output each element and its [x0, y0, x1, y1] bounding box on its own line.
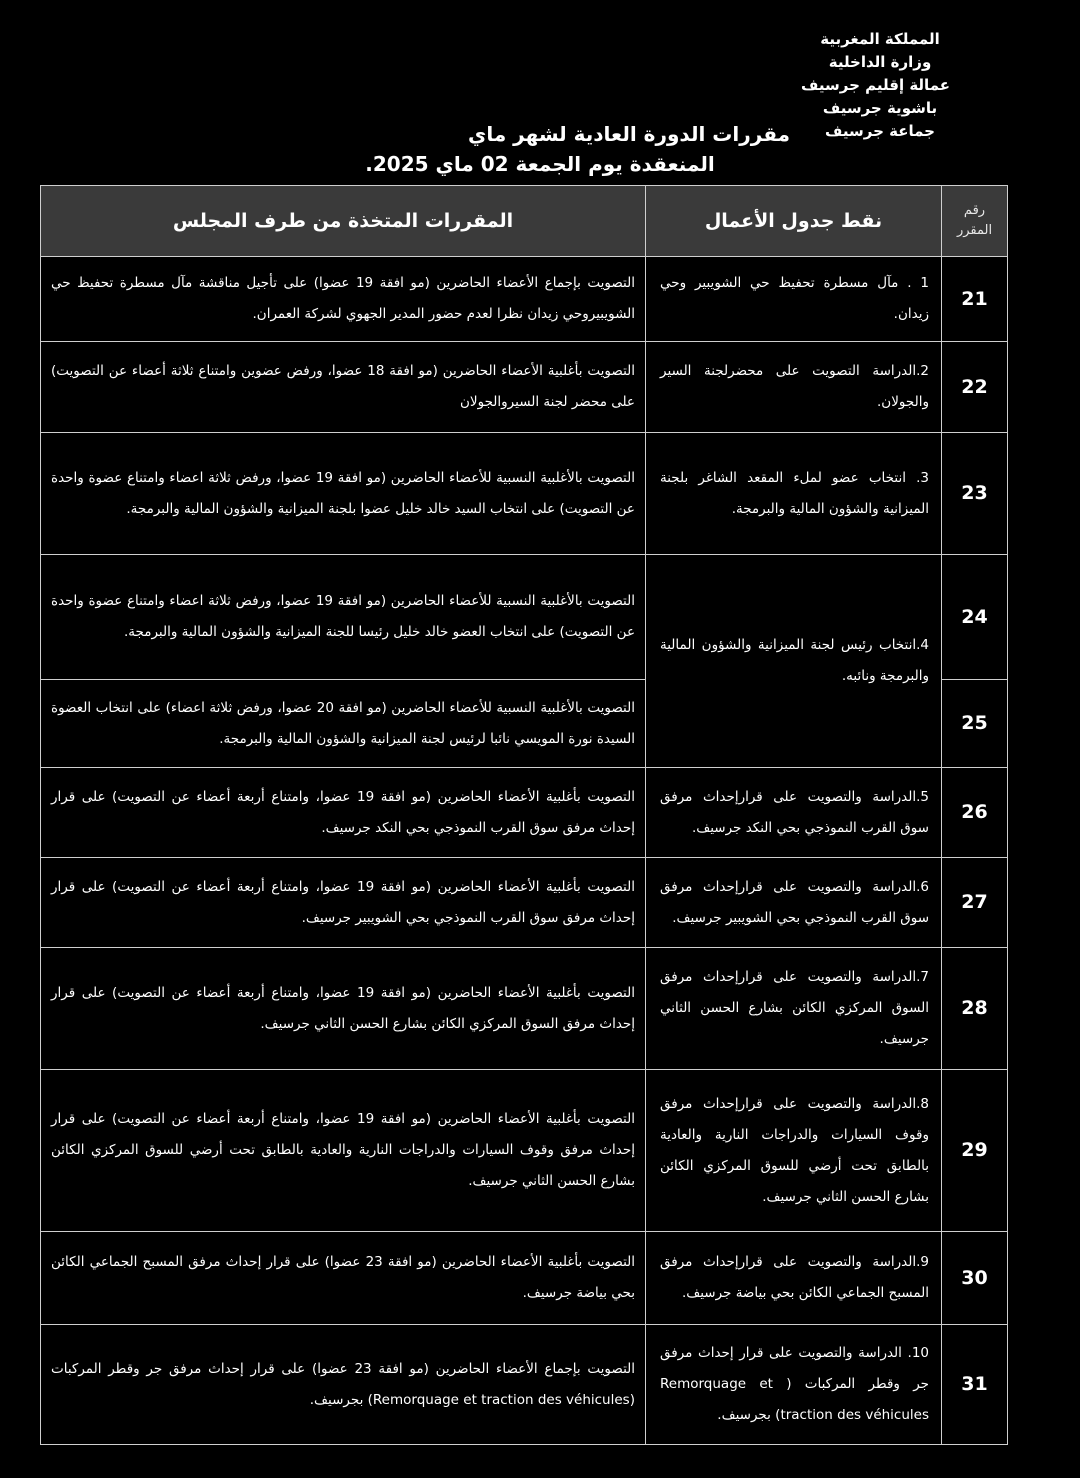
- table-row: [41, 858, 1008, 948]
- decision-text: التصويت بالأغلبية النسبية للأعضاء الحاضرين (مو افقة 20 عضوا، ورفض ثلاثة اعضاء) على انتخاب العضوة السيدة نورة المويسي نائبا لرئيس لجنة الميزانية والشؤون المالية والبرمجة.: [41, 680, 646, 768]
- table-row: [41, 433, 1008, 555]
- table-row: [41, 555, 1008, 680]
- row-number: 31: [942, 1325, 1008, 1445]
- pashalik-line: باشوية جرسيف: [822, 99, 938, 117]
- decision-text: التصويت بإجماع الأعضاء الحاضرين (مو افقة 23 عضوا) على قرار إحداث مرفق جر وقطر المركبات (Remorquage et traction des véhicules) بجرسيف.: [41, 1325, 646, 1445]
- table-row: [41, 948, 1008, 1070]
- agenda-item: 2.الدراسة التصويت على محضرلجنة السير والجولان.: [646, 342, 942, 433]
- row-number: 25: [942, 680, 1008, 768]
- header-number: رقم المقرر: [942, 186, 1008, 257]
- agenda-item: 1 . مآل مسطرة تحفيظ حي الشويبير وحي زيدان.: [646, 257, 942, 342]
- agenda-item: 4.انتخاب رئيس لجنة الميزانية والشؤون المالية والبرمجة ونائبه.: [646, 555, 942, 768]
- commune-line: جماعة جرسيف: [825, 122, 935, 140]
- prefecture-line: عمالة إقليم جرسيف: [801, 76, 950, 94]
- table-row: [41, 768, 1008, 858]
- agenda-item: 6.الدراسة والتصويت على قرارإحداث مرفق سوق القرب النموذجي بحي الشويبير جرسيف.: [646, 858, 942, 948]
- decision-text: التصويت بأغلبية الأعضاء الحاضرين (مو افقة 19 عضوا، وامتناع أربعة أعضاء عن التصويت) على قرار إحداث مرفق سوق القرب النموذجي بحي النكد جرسيف.: [41, 768, 646, 858]
- institution-header: [801, 28, 950, 143]
- decision-text: التصويت بإجماع الأعضاء الحاضرين (مو افقة 19 عضوا) على تأجيل مناقشة مآل مسطرة تحفيظ حي الشويبيروحي زيدان نظرا لعدم حضور المدير الجهوي لشركة العمران.: [41, 257, 646, 342]
- kingdom-line: المملكة المغربية: [820, 30, 940, 48]
- ministry-line: وزارة الداخلية: [828, 53, 932, 71]
- decision-text: التصويت بأغلبية الأعضاء الحاضرين (مو افقة 23 عضوا) على قرار إحداث مرفق المسبح الجماعي الكائن بحي بياضة جرسيف.: [41, 1232, 646, 1325]
- table-header-row: [41, 186, 1008, 257]
- agenda-item: 10. الدراسة والتصويت على قرار إحداث مرفق جر وقطر المركبات ( Remorquage et traction des véhicules) بجرسيف.: [646, 1325, 942, 1445]
- agenda-item: 9.الدراسة والتصويت على قرارإحداث مرفق المسبح الجماعي الكائن بحي بياضة جرسيف.: [646, 1232, 942, 1325]
- header-agenda: نقط جدول الأعمال: [646, 186, 942, 257]
- agenda-item: 7.الدراسة والتصويت على قرارإحداث مرفق السوق المركزي الكائن بشارع الحسن الثاني جرسيف.: [646, 948, 942, 1070]
- row-number: 22: [942, 342, 1008, 433]
- document-subtitle: المنعقدة يوم الجمعة 02 ماي 2025.: [365, 152, 715, 176]
- table-row: [41, 342, 1008, 433]
- row-number: 27: [942, 858, 1008, 948]
- decision-text: التصويت بالأغلبية النسبية للأعضاء الحاضرين (مو افقة 19 عضوا، ورفض ثلاثة اعضاء وامتناع عضوة واحدة عن التصويت) على انتخاب العضو خالد خليل رئيسا للجنة الميزانية والشؤون المالية والبرمجة.: [41, 555, 646, 680]
- agenda-item: 3. انتخاب عضو لملء المقعد الشاغر بلجنة الميزانية والشؤون المالية والبرمجة.: [646, 433, 942, 555]
- decision-text: التصويت بالأغلبية النسبية للأعضاء الحاضرين (مو افقة 19 عضوا، ورفض ثلاثة اعضاء وامتناع عضوة واحدة عن التصويت) على انتخاب السيد خالد خليل عضوا بلجنة الميزانية والشؤون المالية والبرمجة.: [41, 433, 646, 555]
- row-number: 21: [942, 257, 1008, 342]
- table-row: [41, 1325, 1008, 1445]
- decision-text: التصويت بأغلبية الأعضاء الحاضرين (مو افقة 18 عضوا، ورفض عضوين وامتناع ثلاثة أعضاء عن التصويت) على محضر لجنة السيروالجولان: [41, 342, 646, 433]
- agenda-item: 5.الدراسة والتصويت على قرارإحداث مرفق سوق القرب النموذجي بحي النكد جرسيف.: [646, 768, 942, 858]
- decision-text: التصويت بأغلبية الأعضاء الحاضرين (مو افقة 19 عضوا، وامتناع أربعة أعضاء عن التصويت) على قرار إحداث مرفق سوق القرب النموذجي بحي الشويبير جرسيف.: [41, 858, 646, 948]
- table-row: [41, 1232, 1008, 1325]
- row-number: 24: [942, 555, 1008, 680]
- agenda-item: 8.الدراسة والتصويت على قرارإحداث مرفق وقوف السيارات والدراجات النارية والعادية بالطابق تحت أرضي للسوق المركزي الكائن بشارع الحسن الثاني جرسيف.: [646, 1070, 942, 1232]
- decisions-table: [40, 185, 1008, 1445]
- row-number: 23: [942, 433, 1008, 555]
- table-row: [41, 257, 1008, 342]
- document-title: مقررات الدورة العادية لشهر ماي: [467, 122, 790, 146]
- table-row: [41, 1070, 1008, 1232]
- row-number: 28: [942, 948, 1008, 1070]
- row-number: 29: [942, 1070, 1008, 1232]
- row-number: 30: [942, 1232, 1008, 1325]
- row-number: 26: [942, 768, 1008, 858]
- decision-text: التصويت بأغلبية الأعضاء الحاضرين (مو افقة 19 عضوا، وامتناع أربعة أعضاء عن التصويت) على قرار إحداث مرفق السوق المركزي الكائن بشارع الحسن الثاني جرسيف.: [41, 948, 646, 1070]
- decision-text: التصويت بأغلبية الأعضاء الحاضرين (مو افقة 19 عضوا، وامتناع أربعة أعضاء عن التصويت) على قرار إحداث مرفق وقوف السيارات والدراجات النارية والعادية بالطابق تحت أرضي للسوق المركزي الكائن بشارع الحسن الثاني جرسيف.: [41, 1070, 646, 1232]
- header-decisions: المقررات المتخذة من طرف المجلس: [41, 186, 646, 257]
